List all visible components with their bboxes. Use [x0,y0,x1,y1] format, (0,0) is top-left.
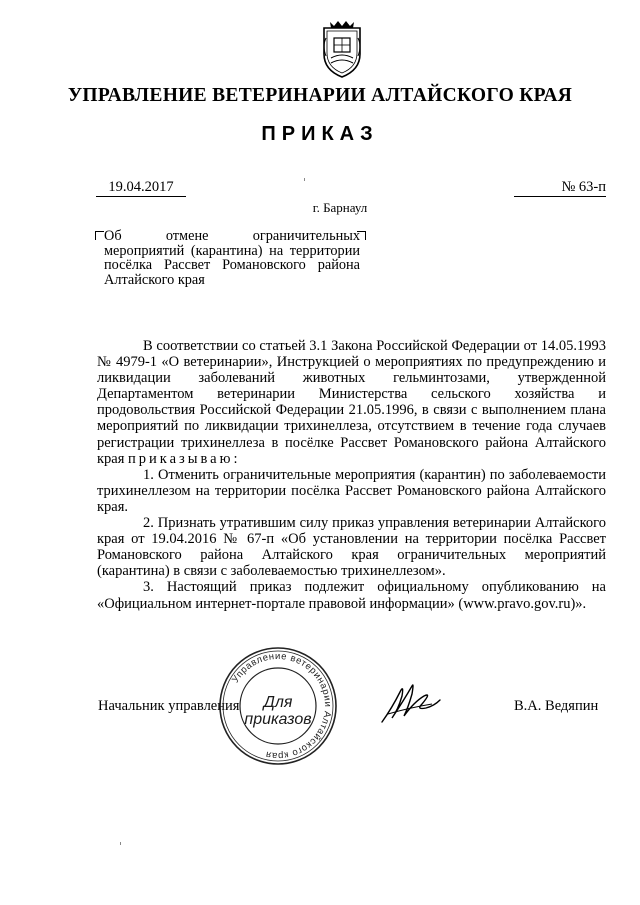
stamp-ring-text: Управление ветеринарии Алтайского края [229,650,334,762]
order-item-1: 1. Отменить ограничительные мероприятия (карантин) по заболеваемости трихинеллезом на территории посёлка Рассвет Романовского района Алтайского края. [97,466,606,515]
preamble-paragraph [97,338,606,467]
subject-bracket-left [95,231,104,240]
coat-of-arms-emblem [318,18,366,80]
stamp-center-line-2: приказов [244,711,312,728]
stamp-center-text [218,694,338,728]
document-type-title: ПРИКАЗ [261,123,379,145]
signatory-position: Начальник управления [98,698,240,714]
preamble-text: В соответствии со статьей 3.1 Закона Российской Федерации от 14.05.1993 № 4979-1 «О ветеринарии», Инструкцией о мероприятиях по предупреждению и ликвидации заболеваний животных гельминтозами, утвержденной Департаментом ветеринарии Министерства сельского хозяйства и продовольствия Российской Федерации 21.05.1996, в связи с выполнением плана мероприятий по ликвидации трихинеллеза, отсутствием в течение года случаев регистрации трихинеллеза в посёлке Рассвет Романовского района Алтайского края [97,338,606,467]
order-body [97,338,606,612]
scan-mark [304,178,305,181]
department-title: УПРАВЛЕНИЕ ВЕТЕРИНАРИИ АЛТАЙСКОГО КРАЯ [67,85,573,106]
city-label: г. Барнаул [312,200,368,215]
order-date: 19.04.2017 [96,179,186,197]
stamp-center-line-1: Для [263,694,293,711]
order-subject: Об отмене ограничительных мероприятий (карантина) на территории посёлка Рассвет Романовского района Алтайского края [104,228,360,288]
order-word: приказываю: [128,450,241,467]
order-item-2: 2. Признать утратившим силу приказ управления ветеринарии Алтайского края от 19.04.2016 № 67-п «Об установлении на территории посёлка Рассвет Романовского района Алтайского края ограничительных мероприятий (карантина) в связи с заболеваемостью трихинеллезом». [97,515,606,580]
order-number: № 63-п [514,179,606,197]
handwritten-signature [378,678,442,728]
signatory-name: В.А. Ведяпин [514,698,599,714]
order-item-3: 3. Настоящий приказ подлежит официальному опубликованию на «Официальном интернет-портале правовой информации» (www.pravo.gov.ru)». [97,579,606,612]
scan-mark [120,842,121,845]
